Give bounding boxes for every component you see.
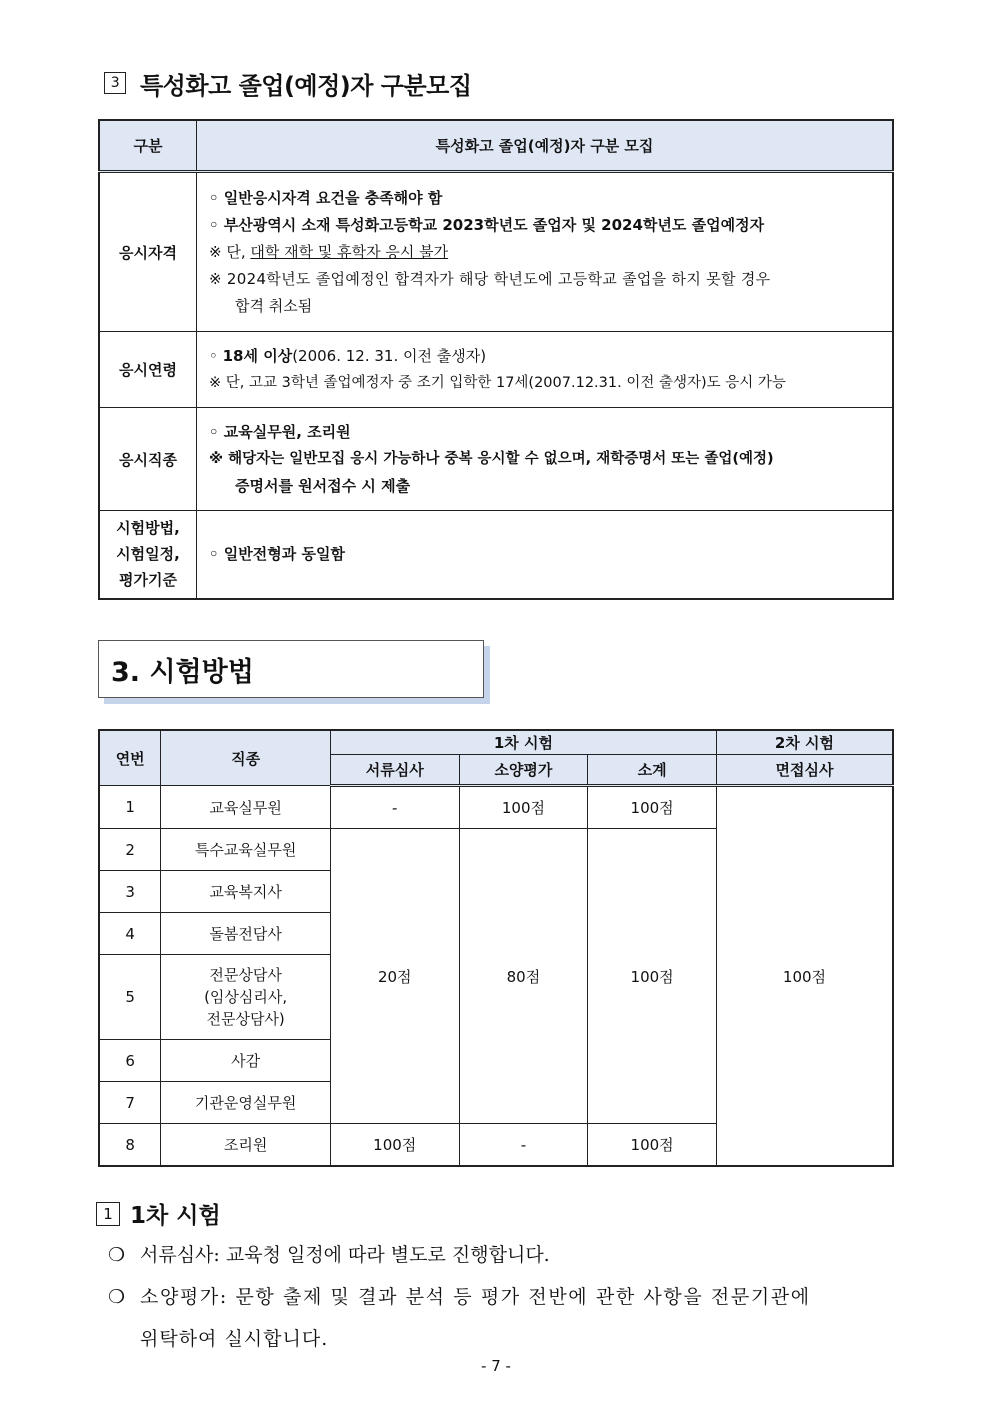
cell-no: 6 (99, 1040, 161, 1082)
cell-no: 4 (99, 913, 161, 955)
cell-sub-group: 100점 (588, 829, 717, 1124)
cell-apt-group: 80점 (459, 829, 588, 1124)
label-line: 평가기준 (119, 571, 177, 590)
cell-no: 2 (99, 829, 161, 871)
subsection-title (96, 1197, 221, 1230)
text-line: ◦ 부산광역시 소재 특성화고등학교 2023학년도 졸업자 및 2024학년도 졸업예정자 (209, 215, 765, 234)
section-number-box: 3 (104, 72, 126, 94)
paragraph-aptitude (108, 1276, 898, 1360)
cell-apt: 100점 (459, 786, 588, 829)
paragraph-document-review (108, 1234, 898, 1276)
paragraph-text: 소양평가: 문항 출제 및 결과 분석 등 평가 전반에 관한 사항을 전문기관에 (140, 1286, 811, 1308)
cell-no: 3 (99, 871, 161, 913)
header-job: 직종 (161, 730, 331, 786)
cell-no: 8 (99, 1124, 161, 1167)
text-fragment: ※ 단, (209, 242, 251, 261)
text-line: 합격 취소됨 (235, 296, 313, 315)
cell-job: 특수교육실무원 (161, 829, 331, 871)
text-fragment: (2006. 12. 31. 이전 출생자) (292, 346, 487, 365)
cell-sub: 100점 (588, 786, 717, 829)
cell-no: 5 (99, 955, 161, 1040)
header-no: 연번 (99, 730, 161, 786)
job-line: 전문상담사 (209, 966, 282, 984)
row-content-age (197, 332, 894, 408)
row-content-eligibility (197, 172, 894, 332)
cell-job: 사감 (161, 1040, 331, 1082)
cell-sub: 100점 (588, 1124, 717, 1167)
row-label-eligibility: 응시자격 (99, 172, 197, 332)
row-content-method (197, 511, 894, 599)
row-label-method (99, 511, 197, 599)
text-line: ◦ 교육실무원, 조리원 (209, 422, 351, 441)
cell-job: 교육실무원 (161, 786, 331, 829)
text-line: ※ 해당자는 일반모집 응시 가능하나 중복 응시할 수 없으며, 재학증명서 또는 졸업(예정) (209, 450, 774, 467)
bold-text: 18세 이상 (222, 346, 293, 365)
cell-no: 7 (99, 1082, 161, 1124)
heading-exam-method: 3. 시험방법 (98, 640, 484, 698)
cell-job: 기관운영실무원 (161, 1082, 331, 1124)
cell-doc-group: 20점 (330, 829, 459, 1124)
header-document-review: 서류심사 (330, 755, 459, 786)
header-subtotal: 소계 (588, 755, 717, 786)
section-title (104, 68, 472, 98)
header-second-exam: 2차 시험 (716, 730, 893, 755)
cell-job: 교육복지사 (161, 871, 331, 913)
paragraph-text: 서류심사: 교육청 일정에 따라 별도로 진행합니다. (140, 1244, 550, 1266)
cell-no: 1 (99, 786, 161, 829)
bullet-circle-icon: ❍ (108, 1286, 127, 1308)
header-interview: 면접심사 (716, 755, 893, 786)
text-line (209, 239, 884, 266)
text-line: ◦ 일반전형과 동일함 (209, 544, 345, 563)
table1-header-category: 구분 (99, 120, 197, 172)
table1-header-content: 특성화고 졸업(예정)자 구분 모집 (197, 120, 894, 172)
cell-job: 돌봄전담사 (161, 913, 331, 955)
header-first-exam: 1차 시험 (330, 730, 716, 755)
row-label-jobs: 응시직종 (99, 408, 197, 511)
text-line: ◦ 일반응시자격 요건을 충족해야 함 (209, 188, 443, 207)
text-line (209, 343, 884, 370)
cell-job: 조리원 (161, 1124, 331, 1167)
subsection-title-text: 1차 시험 (130, 1203, 221, 1229)
text-line: 증명서를 원서접수 시 제출 (235, 476, 411, 495)
label-line: 시험방법, (116, 519, 180, 538)
cell-doc: - (330, 786, 459, 829)
text-line: ※ 2024학년도 졸업예정인 합격자가 해당 학년도에 고등학교 졸업을 하지 못할 경우 (209, 269, 771, 288)
row-label-age: 응시연령 (99, 332, 197, 408)
row-content-jobs (197, 408, 894, 511)
cell-job (161, 955, 331, 1040)
eligibility-table (98, 119, 894, 600)
section-title-text: 특성화고 졸업(예정)자 구분모집 (140, 71, 472, 100)
header-aptitude: 소양평가 (459, 755, 588, 786)
text-line: ※ 단, 고교 3학년 졸업예정자 중 조기 입학한 17세(2007.12.31. 이전 출생자)도 응시 가능 (209, 374, 786, 391)
paragraph-continuation: 위탁하여 실시합니다. (140, 1328, 329, 1350)
page-number: - 7 - (481, 1357, 511, 1375)
job-line: (임상심리사, (204, 988, 288, 1006)
label-line: 시험일정, (116, 545, 180, 564)
bullet-circle-icon: ❍ (108, 1244, 126, 1266)
cell-interview-all: 100점 (716, 786, 893, 1167)
text-fragment: ◦ (209, 346, 223, 365)
exam-method-table (98, 729, 894, 1167)
subsection-number-box: 1 (96, 1202, 120, 1226)
cell-doc: 100점 (330, 1124, 459, 1167)
cell-apt: - (459, 1124, 588, 1167)
underlined-text: 대학 재학 및 휴학자 응시 불가 (250, 242, 449, 261)
job-line: 전문상담사) (206, 1010, 285, 1028)
